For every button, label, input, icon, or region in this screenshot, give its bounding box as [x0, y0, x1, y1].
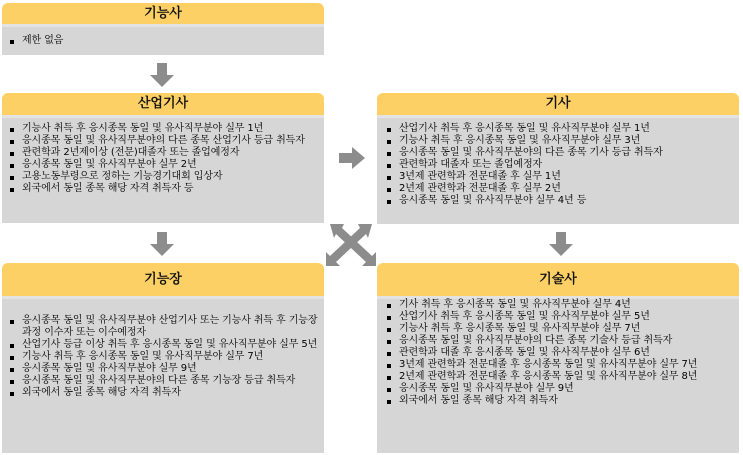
list-item: 응시종목 동일 및 유사직무분야 실무 9년: [385, 383, 737, 395]
box-title: 기사: [377, 93, 739, 115]
list-item: 응시종목 동일 및 유사직무분야 실무 2년: [8, 159, 320, 171]
list-item: 3년제 관련학과 전문대졸 후 응시종목 동일 및 유사직무분야 실무 7년: [385, 359, 737, 371]
list-item: 산업기사 등급 이상 취득 후 응시종목 동일 및 유사직무분야 실무 5년: [8, 339, 320, 351]
item-list: [385, 299, 737, 407]
list-item: 기능사 취득 후 응시종목 동일 및 유사직무분야 실무 7년: [385, 323, 737, 335]
item-list: [8, 35, 320, 47]
list-item: 기능사 취득 후 응시종목 동일 및 유사직무분야 실무 1년: [8, 123, 320, 135]
list-item: 관련학과 대졸자 또는 졸업예정자: [385, 159, 735, 171]
cross-arrows-icon: [326, 222, 376, 268]
list-item: 산업기사 취득 후 응시종목 동일 및 유사직무분야 실무 5년: [385, 311, 737, 323]
box-engineer: [377, 93, 739, 224]
list-item: 산업기사 취득 후 응시종목 동일 및 유사직무분야 실무 1년: [385, 123, 735, 135]
box-body: [2, 299, 324, 453]
list-item: 기사 취득 후 응시종목 동일 및 유사직무분야 실무 4년: [385, 299, 737, 311]
list-item: 기능사 취득 후 응시종목 동일 및 유사직무분야 실무 3년: [385, 135, 735, 147]
list-item: 고용노동부령으로 정하는 기능경기대회 입상자: [8, 171, 320, 183]
item-list: [8, 123, 320, 195]
box-professional-engineer: [377, 263, 739, 453]
list-item: 응시종목 동일 및 유사직무분야의 다른 종목 기사 등급 취득자: [385, 147, 735, 159]
list-item: 제한 없음: [8, 35, 320, 47]
box-industrial-engineer: [2, 93, 324, 223]
list-item: 외국에서 동일 종목 해당 자격 취득자 등: [8, 183, 320, 195]
box-craftsman: [2, 3, 324, 55]
arrow-right-icon: [338, 146, 366, 170]
box-body: [377, 118, 739, 224]
item-list: [385, 123, 735, 207]
list-item: 외국에서 동일 종목 해당 자격 취득자: [8, 387, 320, 399]
box-title: 기술사: [377, 263, 739, 296]
box-title: 기능사: [2, 3, 324, 24]
box-body: [2, 27, 324, 55]
arrow-down-icon: [149, 231, 175, 257]
list-item: 기능사 취득 후 응시종목 동일 및 유사직무분야 실무 7년: [8, 351, 320, 363]
list-item: 응시종목 동일 및 유사직무분야 실무 4년 등: [385, 195, 735, 207]
list-item: 응시종목 동일 및 유사직무분야의 다른 종목 산업기사 등급 취득자: [8, 135, 320, 147]
arrow-down-icon: [149, 62, 175, 88]
box-body: [2, 118, 324, 223]
list-item: 응시종목 동일 및 유사직무분야의 다른 종목 기술사 등급 취득자: [385, 335, 737, 347]
list-item: 응시종목 동일 및 유사직무분야의 다른 종목 기능장 등급 취득자: [8, 375, 320, 387]
item-list: [8, 315, 320, 399]
list-item: 3년제 관련학과 전문대졸 후 실무 1년: [385, 171, 735, 183]
list-item: 2년제 관련학과 전문대졸 후 응시종목 동일 및 유사직무분야 실무 8년: [385, 371, 737, 383]
box-master-craftsman: [2, 263, 324, 453]
box-title: 기능장: [2, 263, 324, 296]
list-item: 외국에서 동일 종목 해당 자격 취득자: [385, 395, 737, 407]
arrow-down-icon: [548, 231, 574, 257]
list-item: 응시종목 동일 및 유사직무분야 산업기사 또는 기능사 취득 후 기능장 과정 이수자 또는 이수예정자: [8, 315, 320, 339]
list-item: 관련학과 2년제이상 (전문)대졸자 또는 졸업예정자: [8, 147, 320, 159]
list-item: 관련학과 대졸 후 응시종목 동일 및 유사직무분야 실무 6년: [385, 347, 737, 359]
list-item: 2년제 관련학과 전문대졸 후 실무 2년: [385, 183, 735, 195]
box-title: 산업기사: [2, 93, 324, 115]
box-body: [377, 299, 739, 453]
list-item: 응시종목 동일 및 유사직무분야 실무 9년: [8, 363, 320, 375]
